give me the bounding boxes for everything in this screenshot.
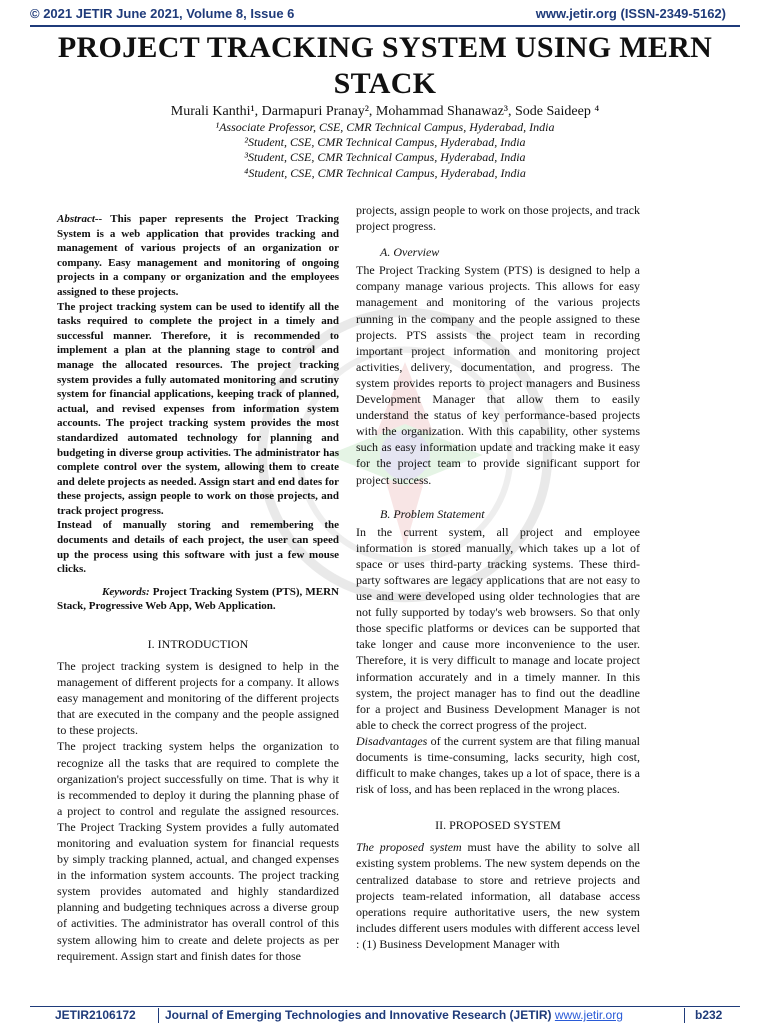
abstract-label: Abstract-- xyxy=(57,213,103,225)
abstract-paragraph-1 xyxy=(57,212,339,300)
paper-title xyxy=(40,30,730,102)
header-rule xyxy=(30,25,740,27)
abstract-paragraph-3: Instead of manually storing and remembering the documents and details of each project, the user can speed up the process using this software with just a few mouse clicks. xyxy=(57,519,339,576)
author-list: Murali Kanthi¹, Darmapuri Pranay², Mohammad Shanawaz³, Sode Saideep ⁴ xyxy=(170,104,600,119)
footer-journal xyxy=(165,1008,623,1022)
proposed-text: must have the ability to solve all existing system problems. The new system depends on the centralized database to store and retrieve projects and projects team-related information, all database access operations require authoritative users, the new system includes different users modules with different access level : (1) Business Development Manager with xyxy=(356,840,640,951)
keywords xyxy=(57,585,339,614)
footer-paper-id: JETIR2106172 xyxy=(55,1008,136,1022)
footer-divider xyxy=(684,1008,685,1023)
footer-url-link[interactable]: www.jetir.org xyxy=(554,1008,623,1022)
left-column xyxy=(57,212,339,964)
paper-title-line-2: STACK xyxy=(333,67,437,100)
page-header xyxy=(0,0,768,27)
section-heading-introduction: I. INTRODUCTION xyxy=(147,636,249,651)
disadvantages-text: of the current system are that filing manual documents is time-consuming, lacks security, high cost, difficult to make changes, takes up a lot of space, there is a risk of loss, and has been replaced in the wrong places. xyxy=(356,733,640,797)
affiliation-4: ⁴Student, CSE, CMR Technical Campus, Hyderabad, India xyxy=(244,166,526,180)
intro-paragraph-2: The project tracking system helps the organization to recognize all the tasks that are required to complete the organization's project successfully on time. That is why it is recommended to deploy it during the planning phase of a project to control and regulate the assigned resources. The Project Tracking System provides a fully automated monitoring and evaluation system for financial requests by simply tracking planned, actual, and changed expenses in the information system accounts. The project tracking system provides automated and highly standardized planning and budgeting techniques across a diverse group of activities. The administrator has overall control of this system allowing him to create and delete projects as per requirement. Assign start and finish dates for those xyxy=(57,739,339,963)
footer-page-number: b232 xyxy=(695,1008,723,1022)
header-journal-url[interactable]: www.jetir.org (ISSN-2349-5162) xyxy=(535,6,726,21)
section-heading-proposed: II. PROPOSED SYSTEM xyxy=(435,818,561,833)
keywords-label: Keywords: xyxy=(102,585,150,598)
disadvantages-paragraph xyxy=(356,733,640,797)
abstract-paragraph-2: The project tracking system can be used to identify all the tasks required to complete the project in a timely and successful manner. Therefore, it is recommended to implement a plan at the planning stage to control and manage the allocated resources. The project tracking system provides a fully automated monitoring and scrutiny system for financial applications, keeping track of planned, actual, and revised expenses from information system accounts. The project tracking system provides the most standardized automated technology for planning and budgeting in diverse group activities. The administrator has complete control over the system, allowing them to create and delete projects as needed. Assign start and end dates for these projects, assign people to work on those projects, and track project progress. xyxy=(57,300,339,517)
affiliation-3: ³Student, CSE, CMR Technical Campus, Hyderabad, India xyxy=(244,150,526,164)
header-issue-info: © 2021 JETIR June 2021, Volume 8, Issue 6 xyxy=(30,6,295,21)
right-column xyxy=(356,202,640,952)
intro-paragraph-1: The project tracking system is designed to help in the management of different projects for a company. It allows easy management and monitoring of the different projects that are executed in the company and the people assigned to these projects. xyxy=(57,658,339,738)
page-footer xyxy=(30,1008,740,1024)
paper-title-line-1: PROJECT TRACKING SYSTEM USING MERN xyxy=(57,31,713,64)
footer-divider xyxy=(158,1008,159,1023)
overview-paragraph: The Project Tracking System (PTS) is designed to help a company manage various projects. This allows for easy management and monitoring of the various projects running in the company and the people assigned to these projects. PTS assists the project team in recording important project information and monitoring project activities, delivery, documentation, and progress. The system provides reports to project managers and Business Development Manager that allow them to easily understand the status of key performance-based projects with the organization. With this capability, other systems such as easy information update and tracking make it easy for the project team to provide significant support for project success. xyxy=(356,263,640,487)
proposed-label: The proposed system xyxy=(356,840,462,855)
subsection-heading-overview: A. Overview xyxy=(380,245,440,260)
proposed-paragraph xyxy=(356,839,640,952)
subsection-heading-problem: B. Problem Statement xyxy=(380,506,485,521)
footer-rule xyxy=(30,1006,740,1007)
affiliation-2: ²Student, CSE, CMR Technical Campus, Hyderabad, India xyxy=(244,135,526,149)
disadvantages-label: Disadvantages xyxy=(356,733,428,748)
footer-journal-name: Journal of Emerging Technologies and Innovative Research (JETIR) xyxy=(165,1008,552,1022)
keywords-text: Project Tracking System (PTS), MERN Stack, Progressive Web App, Web Application. xyxy=(57,585,340,613)
abstract-text-1: This paper represents the Project Tracking System is a web application that provides tracking and management of various projects of an organization or company. Easy management and monitoring of ongoing projects in a company or organization and the employees assigned to these projects. xyxy=(57,213,339,298)
right-continuation: projects, assign people to work on those projects, and track project progress. xyxy=(356,203,640,234)
affiliation-1: ¹Associate Professor, CSE, CMR Technical Campus, Hyderabad, India xyxy=(215,120,555,134)
problem-paragraph: In the current system, all project and employee information is stored manually, which takes up a lot of space or uses third-party tracking systems. These third-party softwares are legacy applications that are not easy to use and were developed using older technologies that are not fully supported by today's web browsers. So that only those specific platforms or devices can be supported that take longer and cause more inconvenience to the user. Therefore, it is very difficult to manage and locate project information accurately and in a timely manner. In this system, the project manager has to find out the deadline for a project and Business Development Manager is not able to check the correct progress of the project. xyxy=(356,524,640,732)
